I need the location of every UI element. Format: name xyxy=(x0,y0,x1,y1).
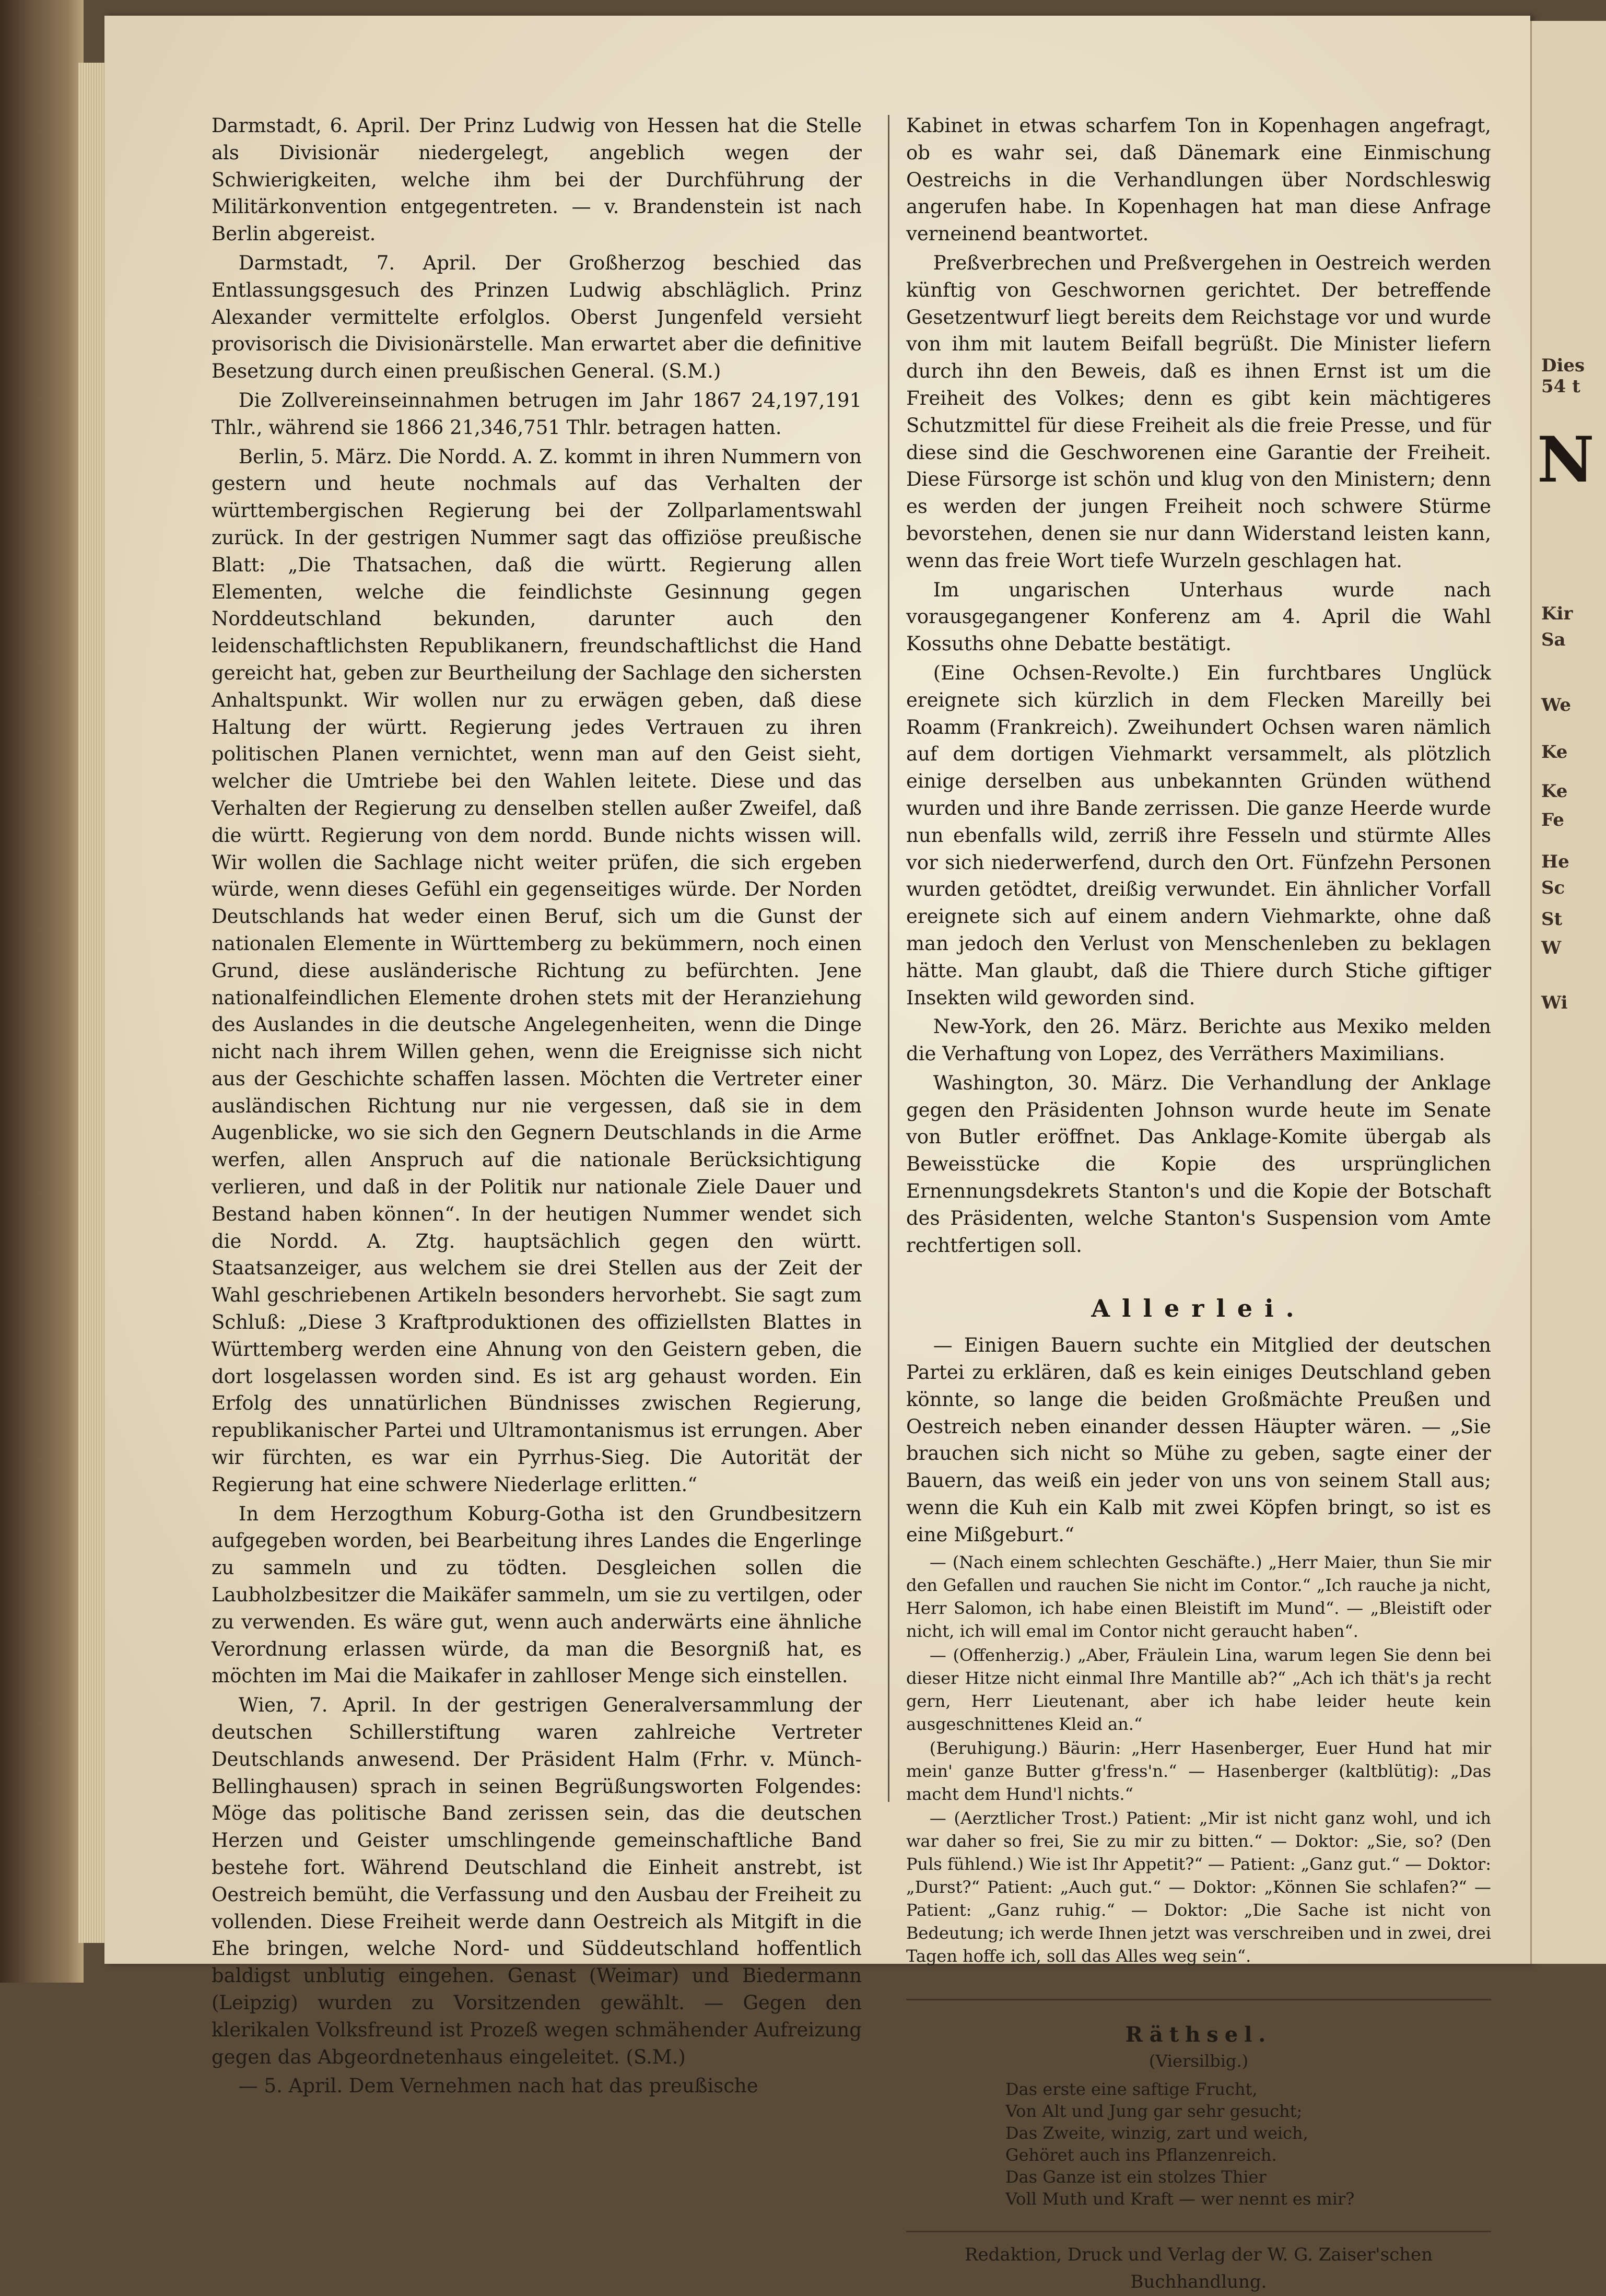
imprint: Redaktion, Druck und Verlag der W. G. Zaiser'schen Buchhandlung. xyxy=(964,2244,1433,2293)
adjacent-fragment: Sc xyxy=(1541,877,1565,898)
allerlei-heading: Allerlei. xyxy=(1091,1294,1306,1323)
riddle-title: Räthsel. xyxy=(1125,2022,1272,2047)
adjacent-fragment: Dies xyxy=(1541,355,1585,376)
adjacent-fragment: N xyxy=(1537,423,1595,497)
article-wien: Wien, 7. April. In der gestrigen Generalversammlung der deutschen Schillerstiftung waren zahlreiche Vertreter Deutschlands anwesend. Der Präsident Halm (Frhr. v. Münch-Bellinghausen) sprach in seinen Begrüßungsworten Folgendes: Möge das politische Band zerissen sein, das die deutschen Herzen und Geister umschlingende gemeinschaftliche Band bestehe fort. Während Deutschland die Einheit anstrebt, ist Oestreich bemüht, die Verfassung und den Ausbau der Freiheit zu vollenden. Diese Freiheit werde dann Oestreich als Mitgift in die Ehe bringen, welche Nord- und Süddeutschland hoffentlich baldigst unblutig eingehen. Genast (Weimar) und Biedermann (Leipzig) wurden zu Vorsitzenden gewählt. — Gegen den klerikalen Volksfreund ist Prozeß wegen schmähender Aufreizung gegen das Abgeordnetenhaus eingeleitet. (S.M.) xyxy=(212,1694,862,2068)
article-new-york: New-York, den 26. März. Berichte aus Mexiko melden die Verhaftung von Lopez, des Verräthers Maximilians. xyxy=(906,1015,1491,1065)
imprint-divider xyxy=(906,2231,1491,2232)
riddle-line: Voll Muth und Kraft — wer nennt es mir? xyxy=(1005,2189,1355,2209)
adjacent-fragment: Ke xyxy=(1541,781,1568,802)
adjacent-fragment: Ke xyxy=(1541,742,1568,763)
riddle-line: Gehöret auch ins Pflanzenreich. xyxy=(1005,2145,1277,2165)
adjacent-fragment: St xyxy=(1541,909,1563,930)
adjacent-page-edge xyxy=(1530,21,1606,1964)
adjacent-fragment: He xyxy=(1541,851,1569,872)
adjacent-fragment: We xyxy=(1541,695,1572,716)
article-darmstadt-6: Darmstadt, 6. April. Der Prinz Ludwig von Hessen hat die Stelle als Divisionär niedergelegt, angeblich wegen der Schwierigkeiten, welche ihm bei der Durchführung der Militärkonvention entgegentreten. — v. Brandenstein ist nach Berlin abgereist. xyxy=(212,114,862,245)
left-column xyxy=(212,112,862,2098)
allerlei-paragraph: — (Offenherzig.) „Aber, Fräulein Lina, warum legen Sie denn bei dieser Hitze nicht einmal Ihre Mantille ab?“ „Ach ich thät's ja recht gern, Herr Lieutenant, aber ich habe leider heute kein ausgeschnittenes Kleid an.“ xyxy=(906,1645,1491,1734)
allerlei-paragraph: — (Aerztlicher Trost.) Patient: „Mir ist nicht ganz wohl, und ich war daher so frei, Sie zu mir zu bitten.“ — Doktor: „Sie, so? (Den Puls fühlend.) Wie ist Ihr Appetit?“ — Patient: „Ganz gut.“ — Doktor: „Durst?“ Patient: „Auch gut.“ — Doktor: „Können Sie schlafen?“ — Patient: „Ganz ruhig.“ — Doktor: „Die Sache ist nicht von Bedeutung; ich werde Ihnen jetzt was verschreiben und in zwei, drei Tagen hoffe ich, soll das Alles weg sein“. xyxy=(906,1808,1491,1966)
article-ungarn: Im ungarischen Unterhaus wurde nach vorausgegangener Konferenz am 4. April die Wahl Kossuths ohne Debatte bestätigt. xyxy=(906,578,1491,655)
riddle-line: Das erste eine saftige Frucht, xyxy=(1005,2079,1258,2100)
article-darmstadt-7: Darmstadt, 7. April. Der Großherzog beschied das Entlassungsgesuch des Prinzen Ludwig abschläglich. Prinz Alexander vermittelte erfolglos. Oberst Jungenfeld versieht provisorisch die Divisionärstelle. Man erwartet aber die definitive Besetzung durch einen preußischen General. (S.M.) xyxy=(212,251,862,383)
article-ochsen-revolte: (Eine Ochsen-Revolte.) Ein furchtbares Unglück ereignete sich kürzlich in dem Flecken Mareilly bei Roamm (Frankreich). Zweihundert Ochsen waren nämlich auf dem dortigen Viehmarkt versammelt, als plötzlich einige derselben aus unbekannten Gründen wüthend wurden und ihre Bande zerrissen. Die ganze Heerde wurde nun ebenfalls wild, zerriß ihre Fesseln und stürmte Alles vor sich niederwerfend, durch den Ort. Fünfzehn Personen wurden getödtet, dreißig verwundet. Ein ähnlicher Vorfall ereignete sich auf einem andern Viehmarkte, ohne daß man jedoch den Verlust von Menschenleben zu beklagen hätte. Man glaubt, daß die Thiere durch Stiche giftiger Insekten wild geworden sind. xyxy=(906,661,1491,1009)
article-pressverbrechen: Preßverbrechen und Preßvergehen in Oestreich werden künftig von Geschwornen gerichtet. Der betreffende Gesetzentwurf liegt bereits dem Reichstage vor und wurde von ihm mit lautem Beifall begrüßt. Die Minister liefern durch ihn den Beweis, daß es ihnen Ernst ist um die Freiheit des Volkes; denn es gibt kein mächtigeres Schutzmittel für diese Freiheit als die freie Presse, und für diese sind die Geschworenen eine Garantie der Freiheit. Diese Fürsorge ist schön und klug von den Ministern; denn es werden der jungen Freiheit noch schwere Stürme bevorstehen, denen sie nur dann Widerstand leisten kann, wenn das freie Wort tiefe Wurzeln geschlagen hat. xyxy=(906,251,1491,572)
riddle-line: Das Zweite, winzig, zart und weich, xyxy=(1005,2123,1308,2143)
article-kabinet: Kabinet in etwas scharfem Ton in Kopenhagen angefragt, ob es wahr sei, daß Dänemark eine Einmischung Oestreichs in die Verhandlungen über Nordschleswig angerufen habe. In Kopenhagen hat man diese Anfrage verneinend beantwortet. xyxy=(906,114,1491,245)
allerlei-paragraph: — (Nach einem schlechten Geschäfte.) „Herr Maier, thun Sie mir den Gefallen und rauchen Sie nicht im Contor.“ „Ich rauche ja nicht, Herr Salomon, ich habe einen Bleistift im Mund“. — „Bleistift oder nicht, ich will emal im Contor nicht geraucht haben“. xyxy=(906,1552,1491,1641)
riddle-line: Von Alt und Jung gar sehr gesucht; xyxy=(1005,2101,1303,2122)
riddle-line: Das Ganze ist ein stolzes Thier xyxy=(1005,2167,1267,2187)
article-april-5: — 5. April. Dem Vernehmen nach hat das preußische xyxy=(238,2075,758,2098)
allerlei-anecdotes xyxy=(906,1551,1491,1967)
adjacent-fragment: Kir xyxy=(1541,603,1573,624)
riddle-verse xyxy=(1005,2078,1491,2210)
section-divider xyxy=(906,1999,1491,2000)
riddle-subtitle: (Viersilbig.) xyxy=(1148,2051,1249,2071)
allerlei-paragraph: — Einigen Bauern suchte ein Mitglied der deutschen Partei zu erklären, daß es kein einiges Deutschland geben könnte, so lange die beiden Großmächte Preußen und Oestreich neben einander dessen Häupter wären. — „Sie brauchen sich nicht so Mühe zu geben, sagte einer der Bauern, das weiß ein jeder von uns von seinem Stall aus; wenn die Kuh ein Kalb mit zwei Köpfen bringt, so ist es eine Mißgeburt.“ xyxy=(906,1334,1491,1546)
adjacent-fragment: Sa xyxy=(1541,629,1566,650)
allerlei-paragraph: (Beruhigung.) Bäurin: „Herr Hasenberger, Euer Hund hat mir mein' ganze Butter g'fress'n.“ — Hasenberger (kaltblütig): „Das macht dem Hund'l nichts.“ xyxy=(906,1738,1491,1804)
adjacent-fragment: Fe xyxy=(1541,810,1564,830)
right-column xyxy=(906,112,1491,2293)
adjacent-fragment: 54 t xyxy=(1541,376,1580,397)
adjacent-fragment: W xyxy=(1541,938,1562,958)
column-divider xyxy=(888,115,889,1802)
article-berlin: Berlin, 5. März. Die Nordd. A. Z. kommt in ihren Nummern von gestern und heute nochmals auf das Verhalten der württembergischen Regierung bei der Zollparlamentswahl zurück. In der gestrigen Nummer sagt das offiziöse preußische Blatt: „Die Thatsachen, daß die württ. Regierung allen Elementen, welche die feindlichste Gesinnung gegen Norddeutschland bekunden, darunter auch den leidenschaftlichsten Republikanern, freundschaftlichst die Hand gereicht hat, geben zur Beurtheilung der Sachlage den sichersten Anhaltspunkt. Wir wollen nur zu erwägen geben, daß diese Haltung der württ. Regierung jedes Vertrauen zu ihren politischen Planen vernichtet, wenn man auf den Geist sieht, welcher die Umtriebe bei den Wahlen leitete. Diese und das Verhalten der Regierung zu denselben stellen außer Zweifel, daß die württ. Regierung von dem nordd. Bunde nichts wissen will. Wir wollen die Sachlage nicht weiter prüfen, die sich ergeben würde, wenn dieses Gefühl ein gegenseitiges würde. Der Norden Deutschlands hat weder einen Beruf, sich um die Gunst der nationalen Elemente in Württemberg zu bekümmern, noch einen Grund, diese ausländerische Richtung zu befürchten. Jene nationalfeindlichen Elemente drohen stets mit der Heranziehung des Auslandes in die deutsche Angelegenheiten, wenn die Dinge nicht nach ihrem Willen gehen, wenn die Ereignisse sich nicht aus der Geschichte schaffen lassen. Möchten die Vertreter einer ausländischen Richtung nur nie vergessen, daß sie in dem Augenblicke, wo sie sich den Gegnern Deutschlands in die Arme werfen, allen Anspruch auf die nationale Berücksichtigung verlieren, und daß in der Politik nur nationale Ziele Dauer und Bestand haben können“. In der heutigen Nummer wendet sich die Nordd. A. Ztg. hauptsächlich gegen den württ. Staatsanzeiger, aus welchem sie drei Stellen aus der Zeit der Wahl geschriebenen Artikeln besonders hervorhebt. Sie sagt zum Schluß: „Diese 3 Kraftproduktionen des offiziellsten Blattes in Württemberg werden eine Ahnung von den Geistern geben, die dort losgelassen worden sind. Es ist arg gehaust worden. Ein Erfolg des unnatürlichen Bündnisses zwischen Regierung, republikanischer Partei und Ultramontanismus ist errungen. Aber wir fürchten, es war ein Pyrrhus-Sieg. Die Autorität der Regierung hat eine schwere Niederlage erlitten.“ xyxy=(212,445,862,1496)
article-koburg-gotha: In dem Herzogthum Koburg-Gotha ist den Grundbesitzern aufgegeben worden, bei Bearbeitung ihres Landes die Engerlinge zu sammeln und zu tödten. Desgleichen sollen die Laubholzbesitzer die Maikäfer sammeln, um sie zu vertilgen, oder zu verwenden. Es wäre gut, wenn auch anderwärts eine ähnliche Verordnung erlassen würde, da man die Besorgniß hat, es möchten im Mai die Maikafer in zahlloser Menge sich einstellen. xyxy=(212,1502,862,1688)
adjacent-fragment: Wi xyxy=(1541,992,1568,1013)
article-washington: Washington, 30. März. Die Verhandlung der Anklage gegen den Präsidenten Johnson wurde heute im Senate von Butler eröffnet. Das Anklage-Komite übergab als Beweisstücke die Kopie des ursprünglichen Ernennungsdekrets Stanton's und die Kopie der Botschaft des Präsidenten, welche Stanton's Suspension vom Amte rechtfertigen soll. xyxy=(906,1071,1491,1257)
article-zollverein: Die Zollvereinseinnahmen betrugen im Jahr 1867 24,197,191 Thlr., während sie 1866 21,346,751 Thlr. betragen hatten. xyxy=(212,389,862,439)
book-binding xyxy=(0,0,84,1983)
